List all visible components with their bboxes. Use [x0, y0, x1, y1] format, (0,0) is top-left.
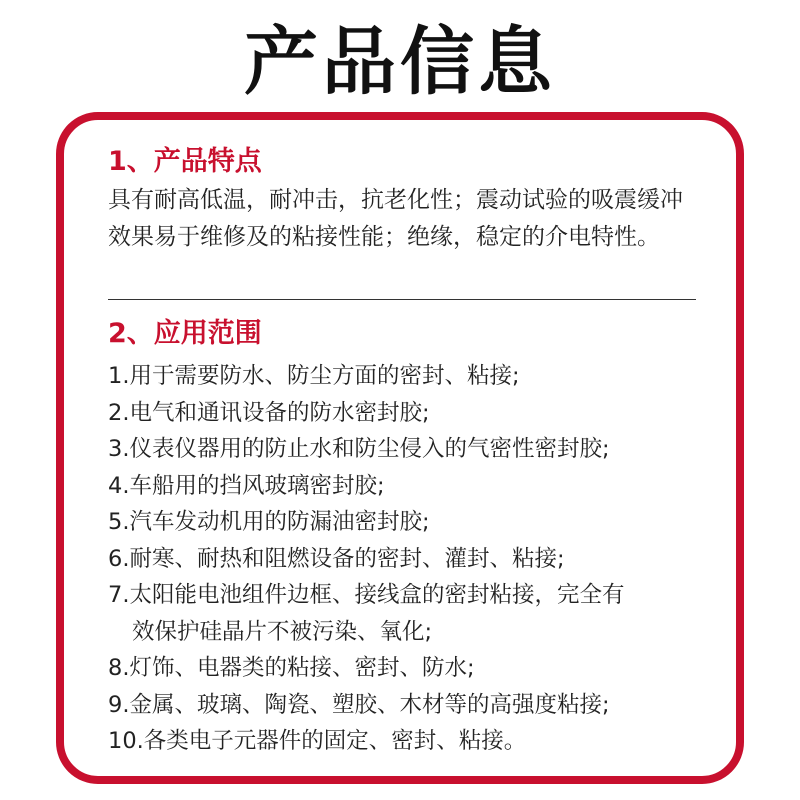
- list-item: [108, 541, 708, 578]
- list-item: [108, 395, 708, 432]
- page-title: 产品信息: [244, 19, 556, 105]
- list-item: [108, 650, 708, 687]
- list-item-text: 9.金属、玻璃、陶瓷、塑胶、木材等的高强度粘接;: [108, 691, 610, 718]
- list-item: [108, 431, 708, 468]
- list-item: [108, 723, 708, 760]
- list-item-text: 1.用于需要防水、防尘方面的密封、粘接;: [108, 363, 520, 389]
- list-item: [108, 504, 708, 541]
- list-item-text: 7.太阳能电池组件边框、接线盒的密封粘接，完全有: [108, 582, 625, 608]
- features-section: [108, 144, 708, 256]
- list-item: [108, 687, 708, 724]
- list-item: [108, 577, 708, 650]
- applications-section: [108, 316, 708, 760]
- applications-heading: 2、应用范围: [108, 318, 262, 349]
- list-item-text: 8.灯饰、电器类的粘接、密封、防水;: [108, 655, 475, 681]
- list-item-text: 10.各类电子元器件的固定、密封、粘接。: [108, 728, 527, 754]
- list-item-continuation: 效保护硅晶片不被污染、氧化;: [132, 618, 433, 645]
- section-divider: [108, 299, 696, 300]
- features-body: 具有耐高低温，耐冲击，抗老化性；震动试验的吸震缓冲效果易于维修及的粘接性能；绝缘，稳定的介电特性。: [108, 187, 683, 250]
- list-item-text: 4.车船用的挡风玻璃密封胶;: [108, 472, 385, 499]
- list-item-text: 5.汽车发动机用的防漏油密封胶;: [108, 509, 430, 535]
- list-item: [108, 468, 708, 505]
- features-heading: 1、产品特点: [108, 146, 262, 177]
- list-item: [108, 358, 708, 395]
- list-item-text: 2.电气和通讯设备的防水密封胶;: [108, 399, 430, 426]
- applications-list: [108, 358, 708, 760]
- list-item-text: 6.耐寒、耐热和阻燃设备的密封、灌封、粘接;: [108, 545, 565, 572]
- list-item-text: 3.仪表仪器用的防止水和防尘侵入的气密性密封胶;: [108, 436, 610, 462]
